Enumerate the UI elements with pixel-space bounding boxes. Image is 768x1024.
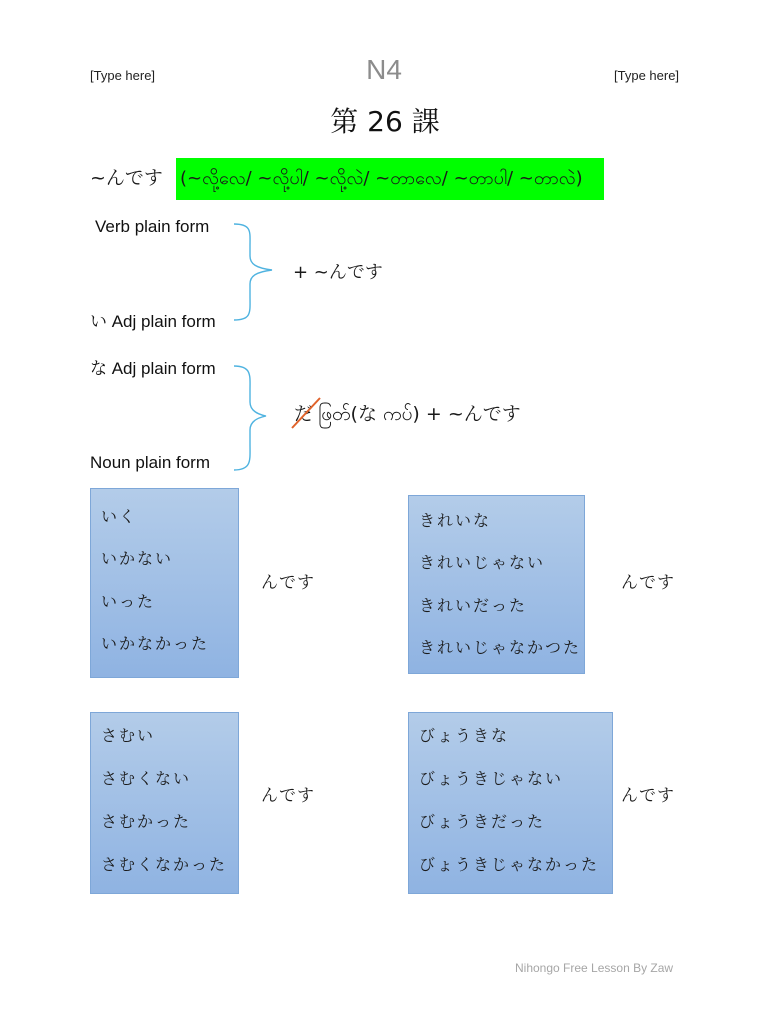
conjugation-line: きれいだった — [419, 596, 528, 615]
conjugation-line: びょうきじゃない — [419, 769, 564, 788]
na-adj-plain-form-label: な Adj plain form — [90, 359, 216, 378]
conjugation-line: いく — [101, 507, 138, 526]
footer-credit: Nihongo Free Lesson By Zaw — [515, 961, 674, 975]
conjugation-line: いかなかった — [101, 634, 210, 653]
nndesu-suffix: んです — [261, 573, 315, 593]
noun-plain-form-label: Noun plain form — [90, 453, 211, 472]
curly-bracket-icon — [234, 366, 266, 470]
rule1-suffix: + ~んです — [293, 262, 383, 283]
conjugation-line: さむかった — [101, 812, 192, 831]
example-box-na-adj — [408, 495, 585, 674]
conjugation-line: びょうきじゃなかった — [419, 855, 600, 874]
header-right-placeholder: [Type here] — [614, 68, 680, 83]
conjugation-line: さむくない — [101, 769, 192, 788]
rule2-suffix: ဖြတ်(な ကပ်) + ~んです — [318, 403, 521, 425]
example-box-noun — [408, 712, 613, 894]
conjugation-line: きれいな — [419, 511, 492, 530]
struck-da-glyph: だ — [294, 403, 314, 425]
conjugation-line: びょうきだった — [419, 812, 546, 831]
strike-line — [292, 398, 320, 428]
nndesu-suffix: んです — [621, 573, 675, 593]
conjugation-line: きれいじゃなかつた — [419, 638, 582, 657]
conjugation-line: いかない — [101, 549, 174, 568]
verb-plain-form-label: Verb plain form — [95, 217, 210, 236]
example-box-i-adj — [90, 712, 239, 894]
grammar-label: ~んです — [90, 167, 163, 189]
nndesu-suffix: んです — [621, 786, 675, 806]
nndesu-suffix: んです — [261, 786, 315, 806]
lesson-title: 第 26 課 — [330, 105, 440, 138]
i-adj-plain-form-label: い Adj plain form — [90, 312, 216, 331]
grammar-meaning-highlight: (~လို့လေ/ ~လို့ပါ/ ~လို့လဲ/ ~တာလေ/ ~တာပါ/ ~တာလဲ) — [176, 158, 604, 200]
conjugation-line: きれいじゃない — [419, 553, 546, 572]
example-box-verb — [90, 488, 239, 678]
conjugation-line: びょうきな — [419, 726, 510, 745]
header-left-placeholder: [Type here] — [90, 68, 156, 83]
conjugation-line: さむくなかった — [101, 855, 228, 874]
conjugation-line: いった — [101, 592, 156, 611]
conjugation-line: さむい — [101, 726, 156, 745]
header-level: N4 — [366, 54, 402, 85]
curly-bracket-icon — [234, 224, 272, 320]
